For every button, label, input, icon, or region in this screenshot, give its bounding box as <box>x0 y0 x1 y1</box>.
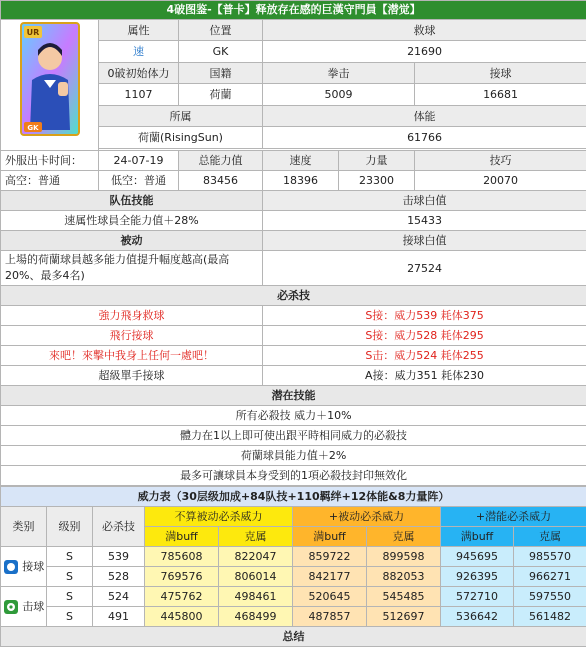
attr-value-attribute: 速 <box>99 41 179 62</box>
latent-header: 潜在技能 <box>1 386 586 406</box>
passive-header: 被动 <box>1 231 263 251</box>
power-header: 力量 <box>339 151 415 171</box>
belong-header-team: 所属 <box>99 105 263 126</box>
cell-value: 859722 <box>293 547 367 567</box>
special-name: 飛行接球 <box>1 326 263 346</box>
glove-icon <box>3 559 19 575</box>
stat-header-nationality: 国籍 <box>179 62 263 83</box>
cell-value: 545485 <box>367 587 441 607</box>
special-name: 超級單手接球 <box>1 366 263 386</box>
cell-value: 842177 <box>293 567 367 587</box>
col-skill-header: 必杀技 <box>93 507 145 547</box>
latent-item: 最多可讓球員本身受到的1項必殺技封印無效化 <box>1 466 586 486</box>
team-skill-header: 队伍技能 <box>1 191 263 211</box>
cell-value: 945695 <box>441 547 514 567</box>
cell-value: 572710 <box>441 587 514 607</box>
col-level-header: 级别 <box>47 507 93 547</box>
special-detail: S接：威力528 耗体295 <box>263 326 586 346</box>
stat-header-catch: 接球 <box>415 62 586 83</box>
cell-value: 966271 <box>514 567 586 587</box>
cell-value: 445800 <box>145 607 219 627</box>
cell-value: 985570 <box>514 547 586 567</box>
svg-text:GK: GK <box>27 124 39 132</box>
row-skill: 528 <box>93 567 145 587</box>
row-skill: 491 <box>93 607 145 627</box>
catch-white-header: 接球白值 <box>263 231 586 251</box>
cell-value: 882053 <box>367 567 441 587</box>
page-title: 4破图鉴-【普卡】释放存在感的巨漢守門員【潜觉】 <box>1 1 586 20</box>
sub-header-counter: 克属 <box>219 527 293 547</box>
total-value: 83456 <box>179 171 263 191</box>
latent-item: 荷蘭球員能力值＋2% <box>1 446 586 466</box>
cell-value: 899598 <box>367 547 441 567</box>
attr-header-attribute: 属性 <box>99 20 179 41</box>
special-detail: S击：威力524 耗体255 <box>263 346 586 366</box>
special-detail: A接：威力351 耗体230 <box>263 366 586 386</box>
stat-header-punch: 拳击 <box>263 62 415 83</box>
sub-header-buff: 满buff <box>145 527 219 547</box>
type-shot-cell <box>1 587 47 627</box>
cell-value: 769576 <box>145 567 219 587</box>
cell-value: 561482 <box>514 607 586 627</box>
type-shot-label: 击球 <box>22 600 44 613</box>
server-release-label: 外服出卡时间： <box>1 151 99 171</box>
row-level: S <box>47 607 93 627</box>
special-name: 來吧！來擊中我身上任何一處吧！ <box>1 346 263 366</box>
row-level: S <box>47 567 93 587</box>
cell-value: 926395 <box>441 567 514 587</box>
row-level: S <box>47 587 93 607</box>
belong-value-team: 荷蘭(RisingSun) <box>99 127 263 148</box>
stat-value-catch: 16681 <box>415 84 586 105</box>
belong-value-stamina: 61766 <box>263 127 586 148</box>
special-name: 強力飛身救球 <box>1 306 263 326</box>
type-catch-label: 接球 <box>22 560 44 573</box>
cell-value: 475762 <box>145 587 219 607</box>
high-air-label: 高空：普通 <box>1 171 99 191</box>
speed-value: 18396 <box>263 171 339 191</box>
technique-value: 20070 <box>415 171 586 191</box>
attr-header-save: 救球 <box>263 20 586 41</box>
latent-item: 所有必殺技 威力＋10% <box>1 406 586 426</box>
cell-value: 468499 <box>219 607 293 627</box>
card-art <box>20 22 80 136</box>
cell-value: 487857 <box>293 607 367 627</box>
group-passive-header: +被动必杀威力 <box>293 507 441 527</box>
svg-text:UR: UR <box>26 28 39 37</box>
special-detail: S接：威力539 耗体375 <box>263 306 586 326</box>
belong-header-stamina: 体能 <box>263 105 586 126</box>
cell-value: 498461 <box>219 587 293 607</box>
summary-header: 总结 <box>1 627 586 647</box>
special-header: 必杀技 <box>1 286 586 306</box>
total-header: 总能力值 <box>179 151 263 171</box>
row-skill: 539 <box>93 547 145 567</box>
group-latent-header: +潜能必杀威力 <box>441 507 586 527</box>
sub-header-counter: 克属 <box>367 527 441 547</box>
latent-item: 體力在1以上即可使出跟平時相同威力的必殺技 <box>1 426 586 446</box>
attr-header-position: 位置 <box>179 20 263 41</box>
row-level: S <box>47 547 93 567</box>
cell-value: 520645 <box>293 587 367 607</box>
cell-value: 822047 <box>219 547 293 567</box>
sub-header-buff: 满buff <box>293 527 367 547</box>
shot-white-header: 击球白值 <box>263 191 586 211</box>
stat-value-punch: 5009 <box>263 84 415 105</box>
cell-value: 806014 <box>219 567 293 587</box>
speed-header: 速度 <box>263 151 339 171</box>
cell-value: 785608 <box>145 547 219 567</box>
low-air-label: 低空：普通 <box>99 171 179 191</box>
passive-text: 上場的荷蘭球員越多能力值提升幅度越高(最高20%、最多4名) <box>1 251 263 286</box>
attr-value-position: GK <box>179 41 263 62</box>
cell-value: 512697 <box>367 607 441 627</box>
server-release-date: 24-07-19 <box>99 151 179 171</box>
power-table <box>0 486 586 647</box>
power-table-title: 威力表（30层级加成+84队技+110羁绊+12体能&8力量阵） <box>1 487 586 507</box>
stat-value-stamina: 1107 <box>99 84 179 105</box>
attr-value-save: 21690 <box>263 41 586 62</box>
stat-value-nationality: 荷蘭 <box>179 84 263 105</box>
cell-value: 597550 <box>514 587 586 607</box>
stat-header-stamina: 0破初始体力 <box>99 62 179 83</box>
cell-value: 536642 <box>441 607 514 627</box>
technique-header: 技巧 <box>415 151 586 171</box>
power-value: 23300 <box>339 171 415 191</box>
card-portrait <box>1 20 99 151</box>
row-skill: 524 <box>93 587 145 607</box>
sub-header-buff: 满buff <box>441 527 514 547</box>
catch-white-value: 27524 <box>263 251 586 286</box>
team-skill-text: 速属性球員全能力值＋28% <box>1 211 263 231</box>
type-catch-cell <box>1 547 47 587</box>
group-no-passive-header: 不算被动必杀威力 <box>145 507 293 527</box>
sub-header-counter: 克属 <box>514 527 586 547</box>
col-type-header: 类别 <box>1 507 47 547</box>
shot-white-value: 15433 <box>263 211 586 231</box>
ball-icon <box>3 599 19 615</box>
